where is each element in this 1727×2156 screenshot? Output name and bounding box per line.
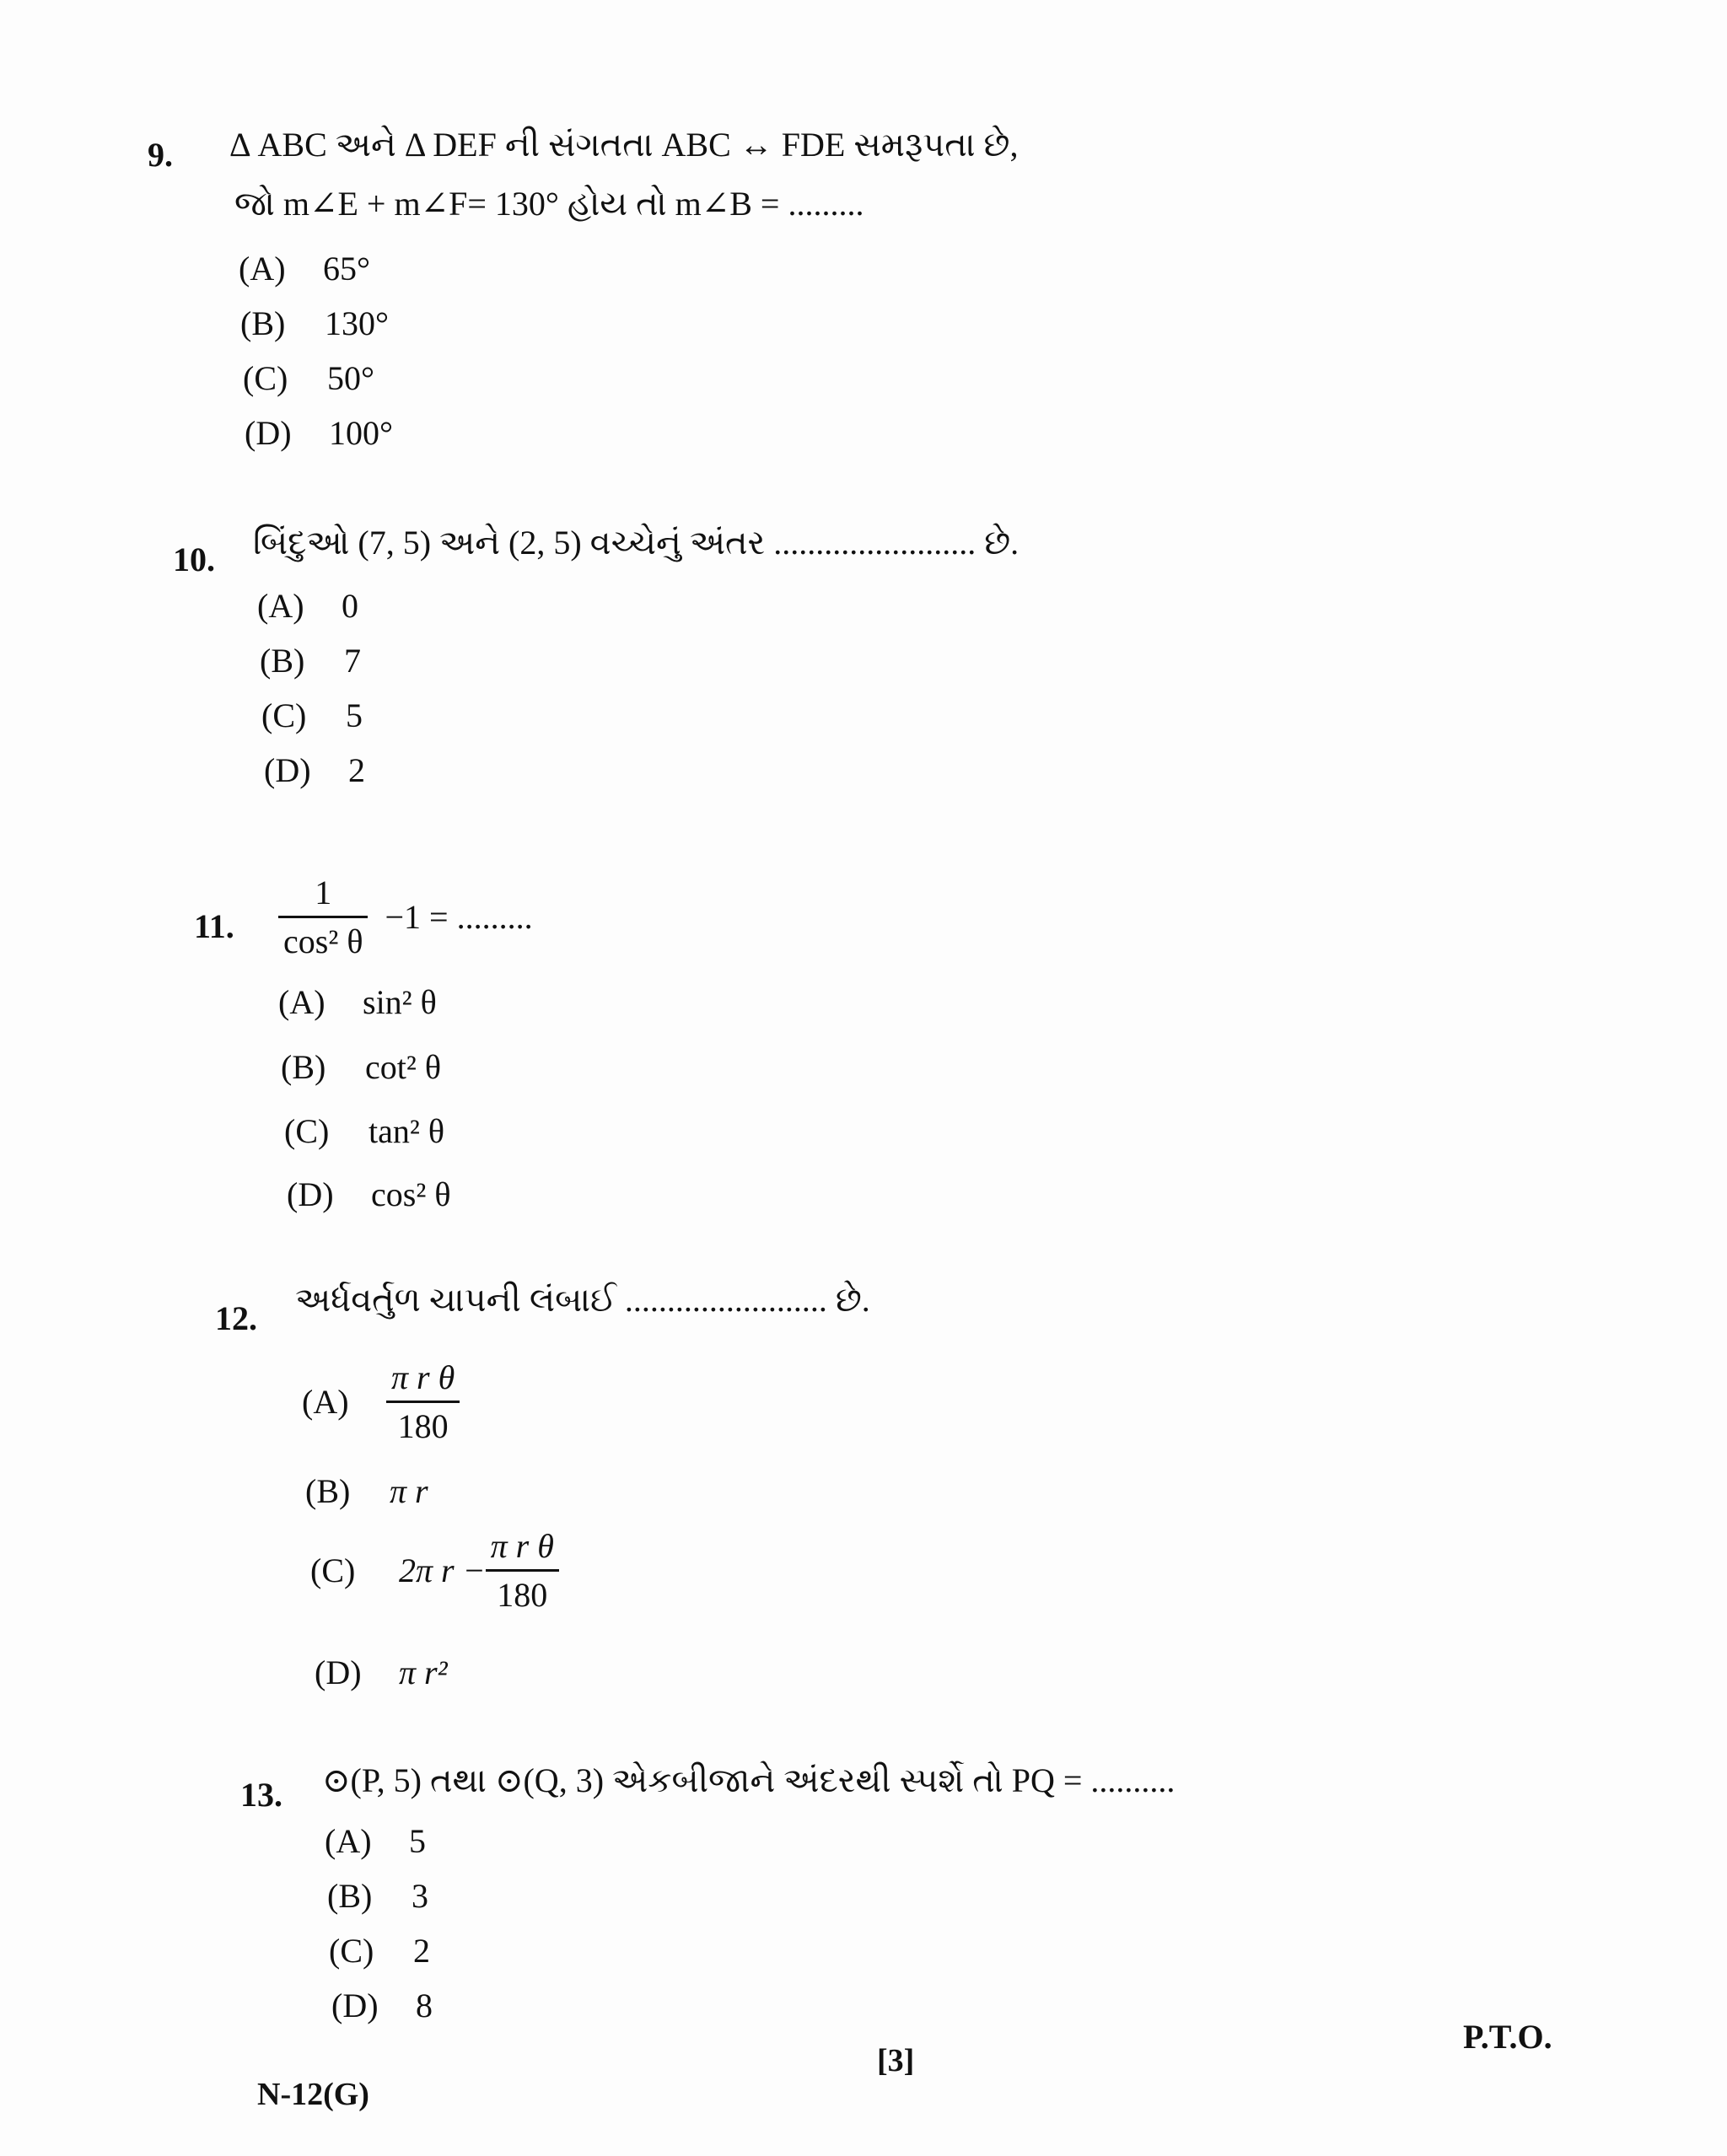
fraction-denominator: cos² θ <box>283 922 363 960</box>
option-value: 5 <box>409 1822 426 1860</box>
option-c <box>310 1526 559 1615</box>
fraction-denominator: 180 <box>397 1407 449 1445</box>
option-label: (C) <box>243 359 288 397</box>
option-a <box>257 586 358 626</box>
option-label: (D) <box>287 1175 334 1213</box>
option-d <box>264 750 365 790</box>
option-b <box>260 641 361 680</box>
question-text: ⊙(P, 5) તથા ⊙(Q, 3) એકબીજાને અંદરથી સ્પર્શે તો PQ = .......... <box>322 1761 1176 1799</box>
option-value: cot² θ <box>365 1048 442 1086</box>
fraction-numerator: π r θ <box>386 1358 460 1403</box>
question-text: Δ ABC અને Δ DEF ની સંગતતા ABC ↔ FDE સમરૂપતા છે, <box>229 126 1019 164</box>
option-label: (A) <box>278 983 325 1021</box>
option-label: (C) <box>284 1112 330 1150</box>
option-d <box>245 413 393 453</box>
option-value: 8 <box>416 1987 433 2024</box>
question-number: 12. <box>215 1299 257 1337</box>
option-value: 50° <box>327 359 374 397</box>
paper-code: N-12(G) <box>257 2077 369 2112</box>
option-label: (A) <box>257 587 304 625</box>
option-value: 65° <box>323 250 370 288</box>
option-c <box>329 1931 430 1971</box>
option-value: 0 <box>342 587 358 625</box>
option-value: 100° <box>329 414 393 452</box>
option-b <box>240 304 389 343</box>
option-value: π r² <box>399 1653 448 1691</box>
option-value: 5 <box>346 696 363 734</box>
option-label: (C) <box>329 1932 374 1970</box>
option-a <box>302 1358 460 1446</box>
option-value: sin² θ <box>363 983 437 1021</box>
option-value: cos² θ <box>371 1175 451 1213</box>
question-number: 10. <box>173 540 215 578</box>
question-text: જો m∠E + m∠F= 130° હોય તો m∠B = ......... <box>234 185 864 223</box>
fraction-numerator: π r θ <box>486 1526 559 1572</box>
option-label: (B) <box>281 1048 326 1086</box>
option-label: (C) <box>261 696 307 734</box>
option-c <box>284 1111 444 1151</box>
option-label: (A) <box>325 1822 372 1860</box>
option-b <box>327 1876 428 1916</box>
option-c <box>243 358 374 398</box>
option-value: 2 <box>413 1932 430 1970</box>
option-value: tan² θ <box>369 1112 445 1150</box>
option-label: (B) <box>240 304 286 342</box>
option-value: 3 <box>412 1877 428 1915</box>
question-number: 9. <box>148 136 173 174</box>
option-c <box>261 696 363 735</box>
question-text: બિંદુઓ (7, 5) અને (2, 5) વચ્ચેનું અંતર ........................ છે. <box>253 524 1020 562</box>
option-label: (A) <box>239 250 286 288</box>
fraction <box>486 1526 559 1615</box>
question-text: અર્ધવર્તુળ ચાપની લંબાઈ ........................ છે. <box>295 1281 870 1319</box>
option-label: (B) <box>327 1877 373 1915</box>
fraction-numerator: 1 <box>278 873 368 918</box>
option-label: (D) <box>315 1653 362 1691</box>
option-prefix: 2π r − <box>399 1551 486 1589</box>
option-d <box>287 1175 450 1214</box>
option-d <box>315 1653 448 1692</box>
expression-tail: −1 = ......... <box>385 898 533 936</box>
fraction <box>386 1358 460 1446</box>
option-a <box>278 982 437 1022</box>
question-number: 13. <box>240 1776 282 1814</box>
fraction-denominator: 180 <box>497 1576 548 1614</box>
pto-label: P.T.O. <box>1463 2018 1552 2056</box>
option-label: (B) <box>260 642 305 680</box>
fraction <box>278 873 368 961</box>
question-number: 11. <box>194 907 234 945</box>
option-a <box>239 249 370 288</box>
option-b <box>281 1047 441 1087</box>
option-a <box>325 1821 426 1861</box>
option-label: (A) <box>302 1383 349 1421</box>
page-number: [3] <box>877 2043 915 2078</box>
option-label: (C) <box>310 1551 356 1589</box>
option-label: (D) <box>264 751 311 789</box>
option-value: 7 <box>344 642 361 680</box>
option-value: π r <box>390 1472 428 1510</box>
option-value: 2 <box>348 751 365 789</box>
question-expression <box>278 873 533 961</box>
option-value: 130° <box>325 304 389 342</box>
option-d <box>331 1986 433 2025</box>
option-label: (B) <box>305 1472 351 1510</box>
option-label: (D) <box>245 414 292 452</box>
option-b <box>305 1471 428 1511</box>
option-label: (D) <box>331 1987 379 2024</box>
